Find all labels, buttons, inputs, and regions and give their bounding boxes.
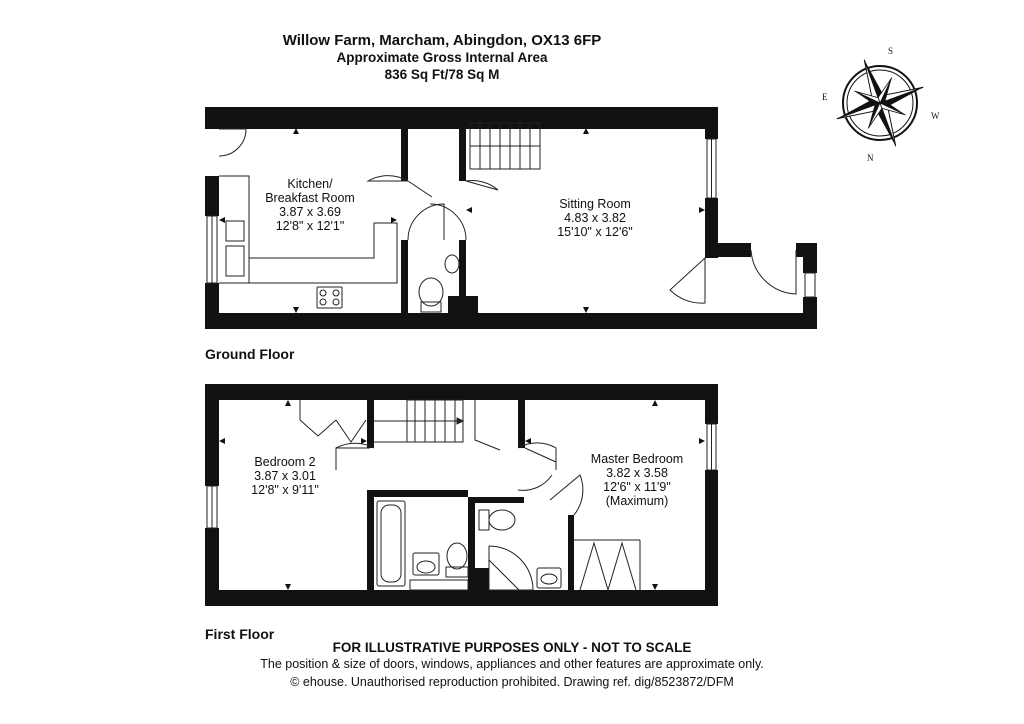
ff-bottom-wall bbox=[205, 590, 718, 606]
ff-bed2-right-wall bbox=[367, 398, 374, 448]
gf-porch-right-lower bbox=[803, 297, 817, 329]
ff-ensuite-right-wall bbox=[568, 515, 574, 590]
address-title: Willow Farm, Marcham, Abingdon, OX13 6FP bbox=[282, 32, 602, 49]
ff-right-wall-upper bbox=[705, 384, 718, 424]
ff-master-wardrobe bbox=[574, 540, 640, 590]
ff-top-wall bbox=[205, 384, 718, 400]
ff-bath-right-wall bbox=[468, 497, 475, 590]
master-bedroom-imperial: 12'6" x 11'9" bbox=[603, 480, 671, 494]
gf-porch-top-wall bbox=[705, 243, 751, 257]
gf-wc-right-wall bbox=[459, 123, 466, 181]
first-floor-label: First Floor bbox=[205, 626, 275, 642]
ff-toilet-icon bbox=[447, 543, 467, 569]
kitchen-imperial: 12'8" x 12'1" bbox=[275, 219, 345, 233]
gf-left-wall-top bbox=[205, 107, 219, 129]
ff-left-wall-lower bbox=[205, 528, 219, 606]
gf-porch-door-swing bbox=[670, 258, 705, 303]
compass-w-label: W bbox=[931, 111, 940, 121]
gf-wc-left-wall bbox=[401, 123, 408, 181]
kitchen-metric: 3.87 x 3.69 bbox=[279, 205, 341, 219]
gf-wc-door-swing bbox=[408, 204, 444, 240]
ff-ensuite-door-swing bbox=[550, 475, 583, 515]
ff-ensuite-toilet-icon bbox=[489, 510, 515, 530]
master-bedroom-note: (Maximum) bbox=[605, 494, 669, 508]
ff-basin-icon bbox=[413, 553, 439, 575]
ff-ensuite-basin-icon bbox=[537, 568, 561, 588]
sitting-room-label: Sitting Room bbox=[559, 197, 631, 211]
ff-master-left-wall bbox=[518, 398, 525, 448]
gf-stairs bbox=[470, 123, 540, 169]
disclaimer-text: FOR ILLUSTRATIVE PURPOSES ONLY - NOT TO SCALE bbox=[332, 640, 692, 655]
master-bedroom-label: Master Bedroom bbox=[590, 452, 684, 466]
copyright-text: © ehouse. Unauthorised reproduction prohibited. Drawing ref. dig/8523872/DFM bbox=[290, 675, 734, 689]
kitchen-label-line1: Kitchen/ bbox=[287, 177, 333, 191]
gf-wc-left-wall-lower bbox=[401, 240, 408, 315]
gf-basin-icon bbox=[445, 255, 459, 273]
bedroom2-metric: 3.87 x 3.01 bbox=[254, 469, 316, 483]
area-value: 836 Sq Ft/78 Sq M bbox=[384, 67, 500, 82]
gf-hob-icon bbox=[317, 287, 342, 308]
ff-right-wall-lower bbox=[705, 470, 718, 606]
ff-bed2-wardrobe bbox=[300, 400, 366, 442]
approximation-note: The position & size of doors, windows, appliances and other features are approximate only. bbox=[260, 657, 764, 671]
sitting-room-metric: 4.83 x 3.82 bbox=[564, 211, 626, 225]
bedroom2-label: Bedroom 2 bbox=[254, 455, 316, 469]
ff-left-wall-upper bbox=[205, 384, 219, 486]
master-bedroom-metric: 3.82 x 3.58 bbox=[606, 466, 668, 480]
compass-rose-icon bbox=[821, 44, 940, 163]
ff-shower-icon bbox=[489, 546, 533, 590]
gf-wc-chimney bbox=[448, 296, 478, 315]
gf-left-wall-mid bbox=[205, 176, 219, 216]
ff-stairs bbox=[374, 400, 463, 442]
sitting-room-imperial: 15'10" x 12'6" bbox=[557, 225, 633, 239]
gf-front-door-swing bbox=[219, 129, 246, 156]
gf-porch-right-upper bbox=[803, 243, 817, 273]
compass-s-label: S bbox=[888, 46, 894, 56]
gf-porch-window bbox=[805, 273, 815, 297]
gf-porch-outer-door-swing bbox=[751, 250, 796, 294]
ground-floor-label: Ground Floor bbox=[205, 346, 295, 362]
gf-bottom-wall bbox=[205, 313, 817, 329]
area-title: Approximate Gross Internal Area bbox=[336, 50, 548, 65]
bedroom2-imperial: 12'8" x 9'11" bbox=[251, 483, 319, 497]
gf-right-wall-upper bbox=[705, 107, 718, 139]
ff-bath-top-wall bbox=[370, 490, 468, 497]
gf-sink-icon bbox=[226, 221, 244, 241]
compass-n-label: N bbox=[867, 153, 874, 163]
gf-left-wall-bottom bbox=[205, 283, 219, 329]
kitchen-label-line2: Breakfast Room bbox=[265, 191, 355, 205]
compass-e-label: E bbox=[822, 92, 828, 102]
